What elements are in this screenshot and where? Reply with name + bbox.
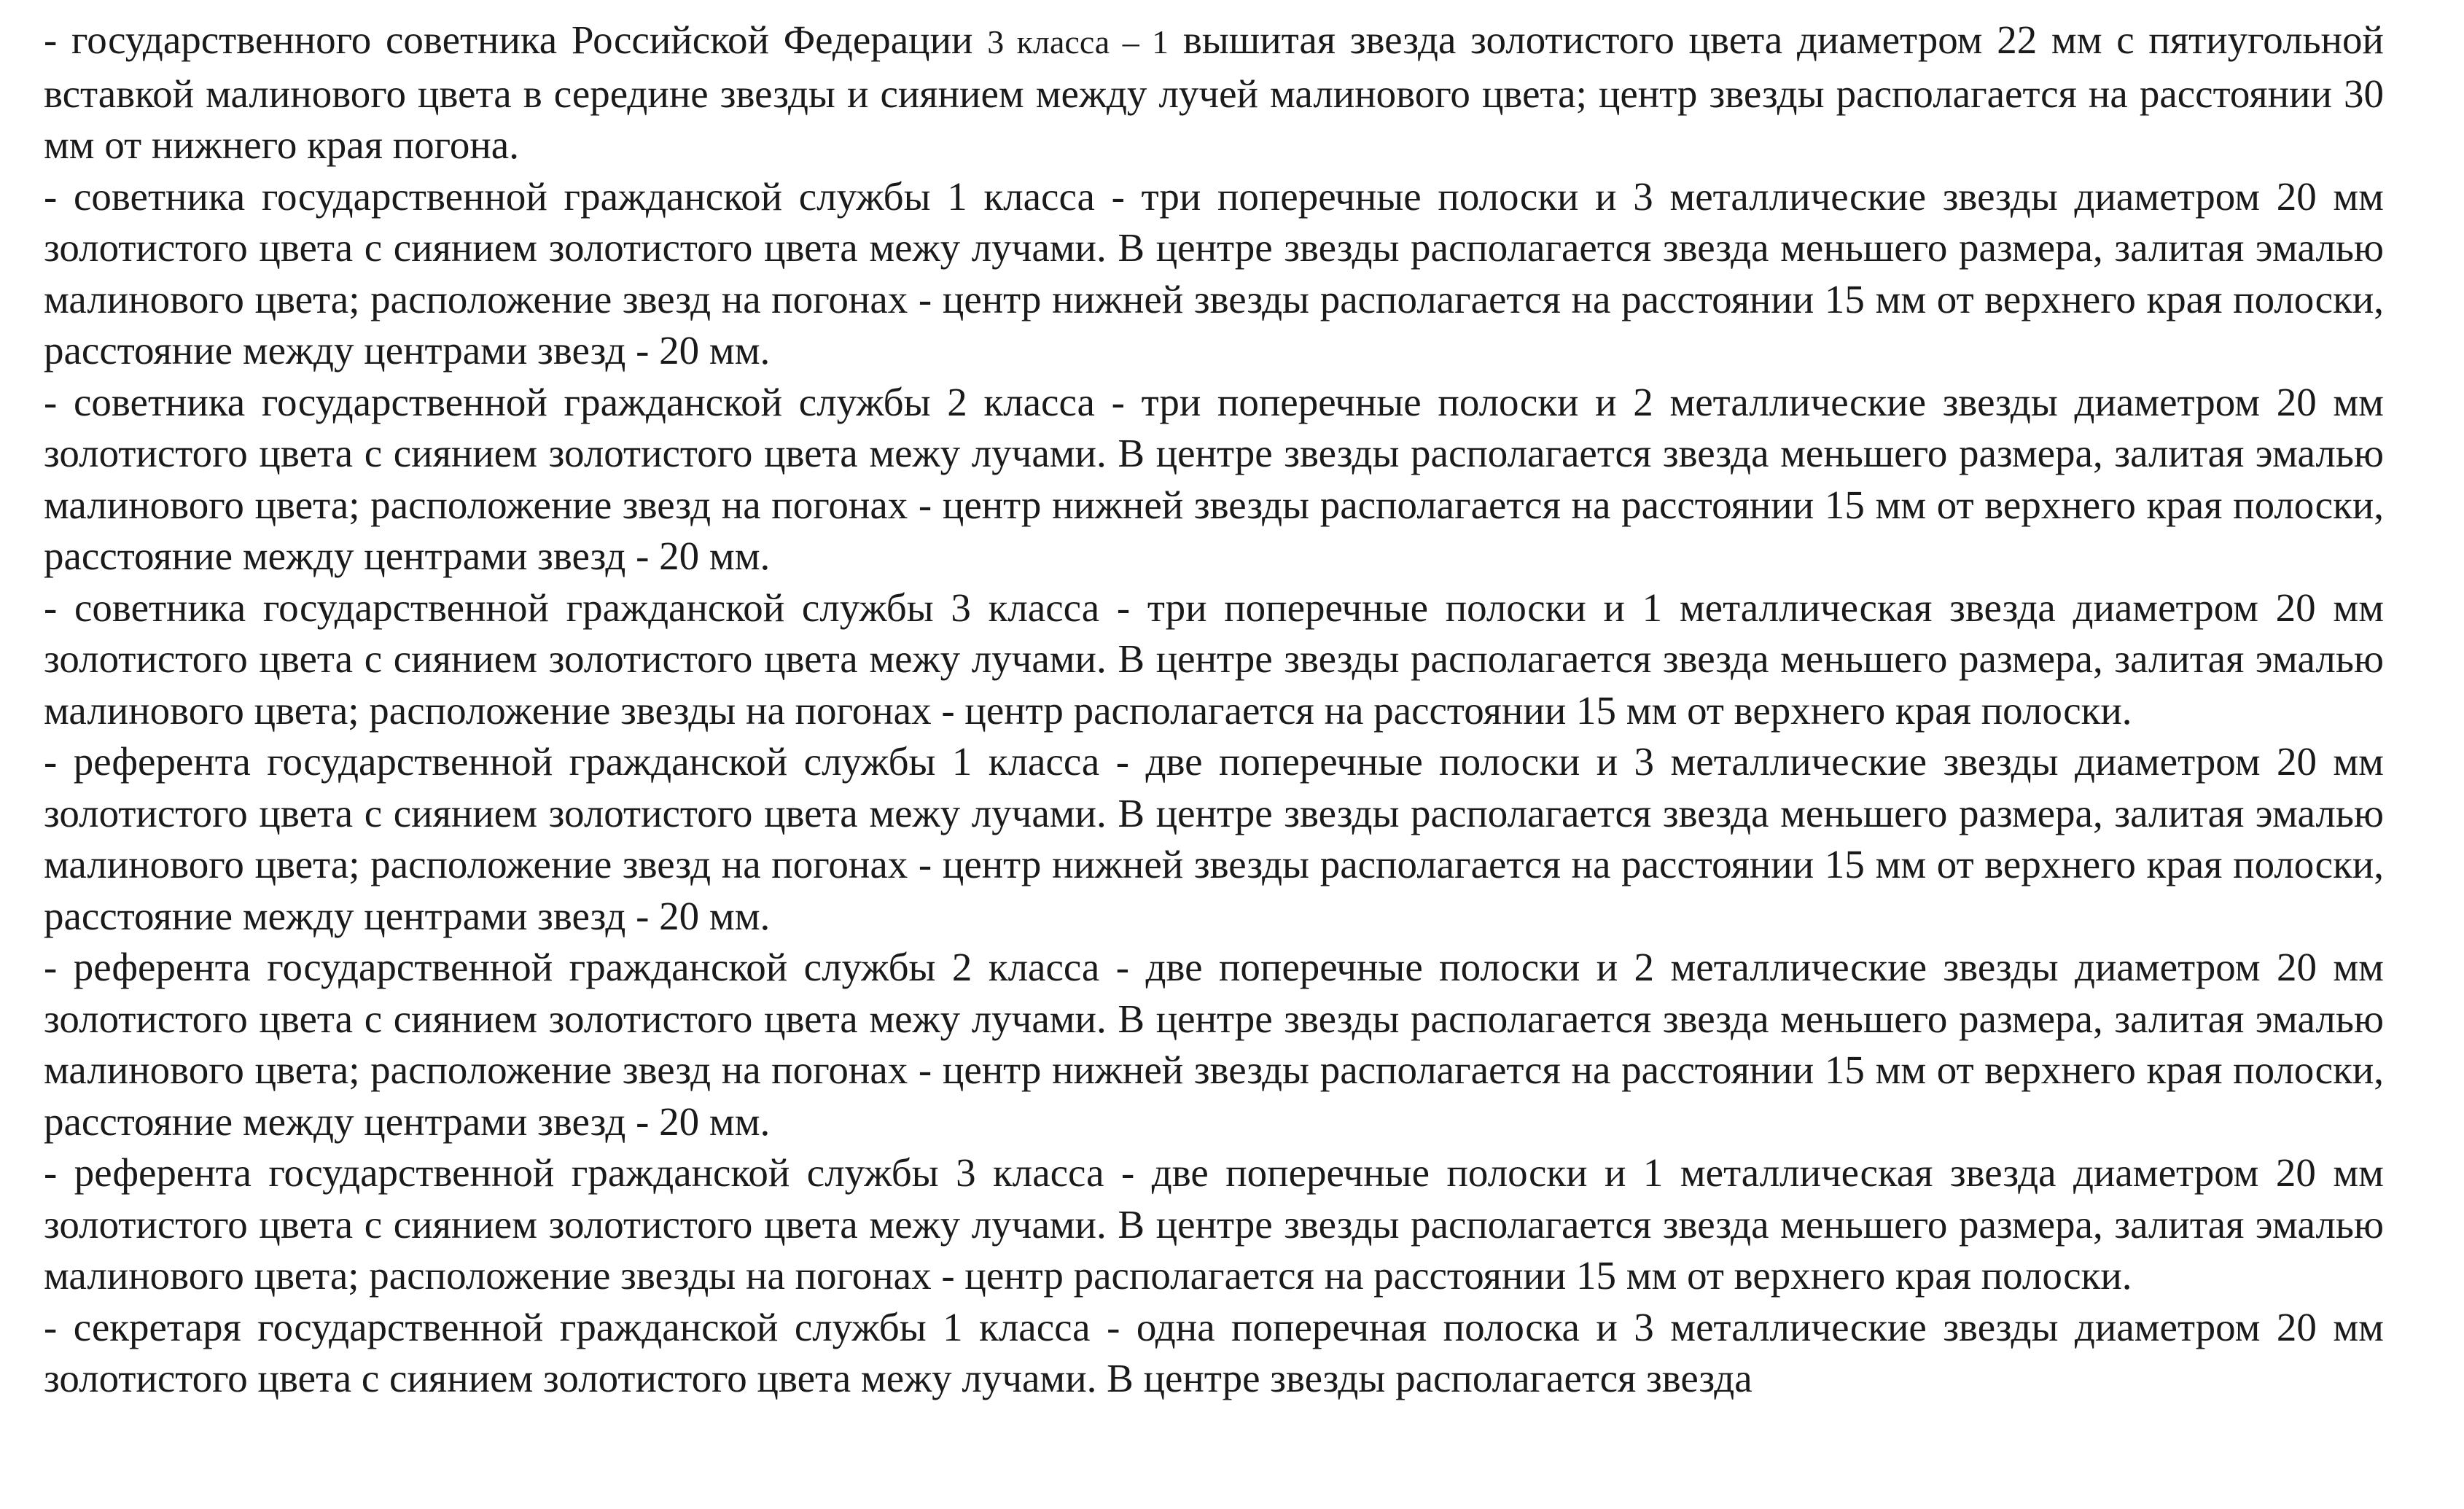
paragraph-referent-2nd-class: - референта государственной гражданской службы 2 класса - две поперечные полоски и 2 металлические звезды диаметром 20 мм золотистого цвета с сиянием золотистого цвета межу лучами. В центре звезды располагается звезда меньшего размера, залитая эмалью малинового цвета; расположение звезд на погонах - центр нижней звезды располагается на расстоянии 15 мм от верхнего края полоски, расстояние между центрами звезд - 20 мм. — [44, 945, 2384, 1144]
paragraph-councillor-3rd-class: - советника государственной гражданской службы 3 класса - три поперечные полоски и 1 металлическая звезда диаметром 20 мм золотистого цвета с сиянием золотистого цвета межу лучами. В центре звезды располагается звезда меньшего размера, залитая эмалью малинового цвета; расположение звезды на погонах - центр располагается на расстоянии 15 мм от верхнего края полоски. — [44, 585, 2384, 733]
paragraph-councillor-1st-class: - советника государственной гражданской службы 1 класса - три поперечные полоски и 3 металлические звезды диаметром 20 мм золотистого цвета с сиянием золотистого цвета межу лучами. В центре звезды располагается звезда меньшего размера, залитая эмалью малинового цвета; расположение звезд на погонах - центр нижней звезды располагается на расстоянии 15 мм от верхнего края полоски, расстояние между центрами звезд - 20 мм. — [44, 173, 2384, 373]
paragraph-referent-3rd-class: - референта государственной гражданской службы 3 класса - две поперечные полоски и 1 металлическая звезда диаметром 20 мм золотистого цвета с сиянием золотистого цвета межу лучами. В центре звезды располагается звезда меньшего размера, залитая эмалью малинового цвета; расположение звезды на погонах - центр располагается на расстоянии 15 мм от верхнего края полоски. — [44, 1150, 2384, 1298]
document-body — [44, 15, 2384, 1405]
paragraph-referent-1st-class: - референта государственной гражданской службы 1 класса - две поперечные полоски и 3 металлические звезды диаметром 20 мм золотистого цвета с сиянием золотистого цвета межу лучами. В центре звезды располагается звезда меньшего размера, залитая эмалью малинового цвета; расположение звезд на погонах - центр нижней звезды располагается на расстоянии 15 мм от верхнего края полоски, расстояние между центрами звезд - 20 мм. — [44, 739, 2384, 938]
paragraph-secretary-1st-class: - секретаря государственной гражданской службы 1 класса - одна поперечная полоска и 3 металлические звезды диаметром 20 мм золотистого цвета с сиянием золотистого цвета межу лучами. В центре звезды располагается звезда — [44, 1304, 2384, 1400]
paragraph-text-small-part: 3 класса – 1 — [987, 23, 1169, 61]
paragraph-text-part: - государственного советника Российской Федерации — [44, 17, 988, 62]
paragraph-text-part: вышитая звезда золотистого цвета диаметром 22 мм с пятиугольной вставкой малинового цвета в середине звезды и сиянием между лучей малинового цвета; центр звезды располагается на расстоянии 30 мм от нижнего края погона. — [44, 17, 2384, 167]
paragraph-state-councillor-3rd-class — [44, 15, 2384, 171]
paragraph-councillor-2nd-class: - советника государственной гражданской службы 2 класса - три поперечные полоски и 2 металлические звезды диаметром 20 мм золотистого цвета с сиянием золотистого цвета межу лучами. В центре звезды располагается звезда меньшего размера, залитая эмалью малинового цвета; расположение звезд на погонах - центр нижней звезды располагается на расстоянии 15 мм от верхнего края полоски, расстояние между центрами звезд - 20 мм. — [44, 379, 2384, 578]
